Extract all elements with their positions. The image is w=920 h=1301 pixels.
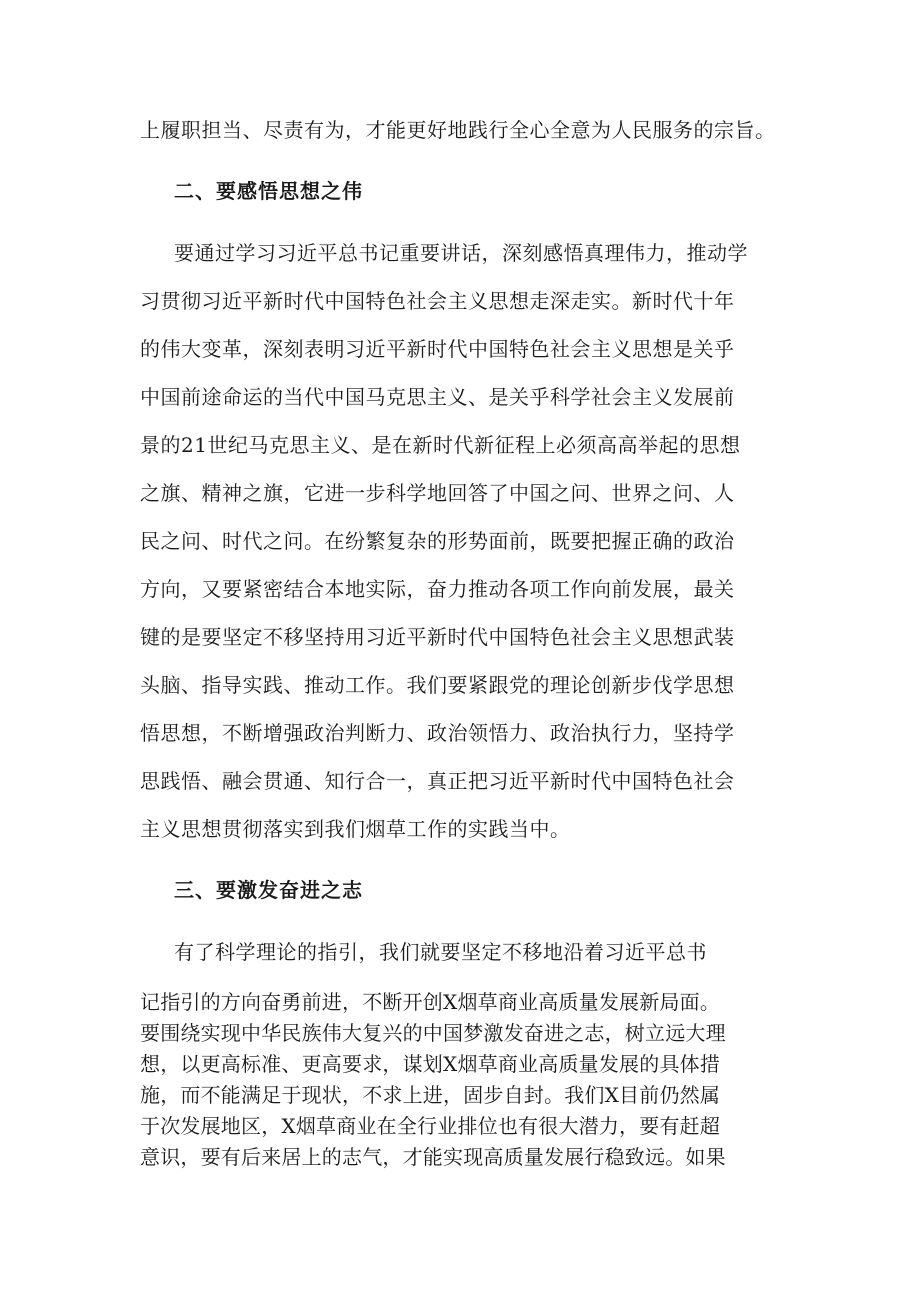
paragraph-line: 之旗、精神之旗，它进一步科学地回答了中国之问、世界之问、人: [140, 481, 735, 505]
paragraph-line: 施，而不能满足于现状，不求上进，固步自封。我们X目前仍然属: [140, 1083, 721, 1107]
paragraph-line: 的伟大变革，深刻表明习近平新时代中国特色社会主义思想是关乎: [140, 337, 735, 361]
paragraph-line: 于次发展地区，X烟草商业在全行业排位也有很大潜力，要有赶超: [140, 1114, 721, 1138]
paragraph-line: 思践悟、融会贯通、知行合一，真正把习近平新时代中国特色社会: [140, 769, 735, 793]
paragraph-line: 记指引的方向奋勇前进，不断开创X烟草商业高质量发展新局面。: [140, 990, 721, 1014]
paragraph-line: 民之问、时代之问。在纷繁复杂的形势面前，既要把握正确的政治: [140, 529, 735, 553]
paragraph-line: 意识，要有后来居上的志气，才能实现高质量发展行稳致远。如果: [140, 1145, 726, 1169]
paragraph-line: 景的21世纪马克思主义、是在新时代新征程上必须高高举起的思想: [140, 433, 741, 457]
section-2-heading: 二、要感悟思想之伟: [174, 179, 363, 203]
paragraph-line: 悟思想，不断增强政治判断力、政治领悟力、政治执行力，坚持学: [140, 721, 735, 745]
paragraph-line: 想，以更高标准、更高要求，谋划X烟草商业高质量发展的具体措: [140, 1052, 721, 1076]
paragraph-line: 要通过学习习近平总书记重要讲话，深刻感悟真理伟力，推动学: [174, 241, 748, 265]
paragraph-line: 主义思想贯彻落实到我们烟草工作的实践当中。: [140, 817, 571, 841]
paragraph-line: 中国前途命运的当代中国马克思主义、是关乎科学社会主义发展前: [140, 385, 735, 409]
section-3-first-line: 有了科学理论的指引，我们就要坚定不移地沿着习近平总书: [174, 940, 707, 964]
paragraph-line: 头脑、指导实践、推动工作。我们要紧跟党的理论创新步伐学思想: [140, 673, 735, 697]
paragraph-line: 习贯彻习近平新时代中国特色社会主义思想走深走实。新时代十年: [140, 289, 735, 313]
intro-line: 上履职担当、尽责有为，才能更好地践行全心全意为人民服务的宗旨。: [140, 118, 776, 142]
paragraph-line: 要围绕实现中华民族伟大复兴的中国梦激发奋进之志，树立远大理: [140, 1021, 726, 1045]
section-3-heading: 三、要激发奋进之志: [174, 878, 363, 902]
paragraph-line: 方向，又要紧密结合本地实际，奋力推动各项工作向前发展，最关: [140, 577, 735, 601]
paragraph-line: 键的是要坚定不移坚持用习近平新时代中国特色社会主义思想武装: [140, 625, 735, 649]
